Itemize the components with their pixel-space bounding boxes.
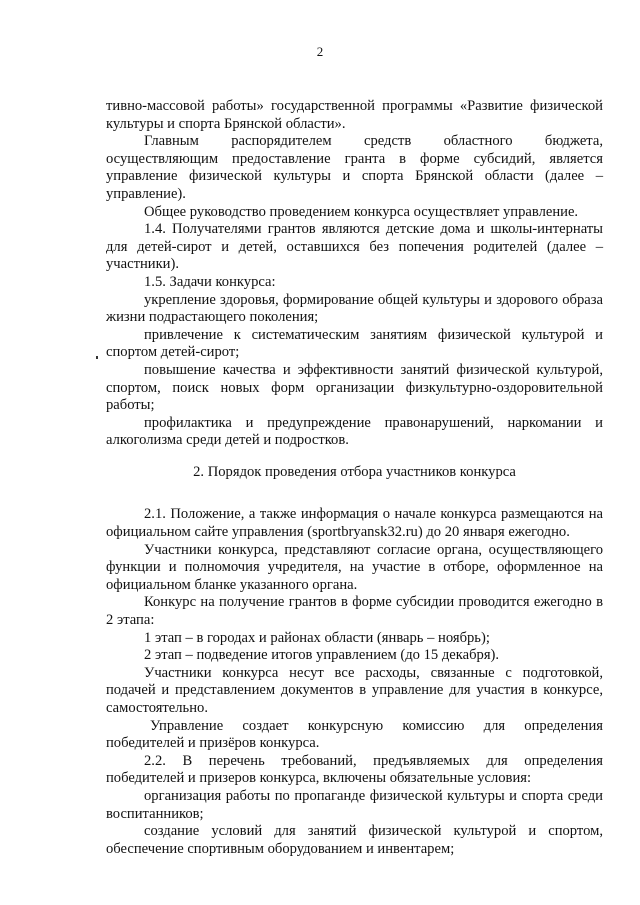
document-body xyxy=(106,98,603,858)
stage-1: 1 этап – в городах и районах области (январь – ноябрь); xyxy=(144,629,490,646)
task-prevention: профилактика и предупреждение правонарушений, наркомании и алкоголизма среди детей и подростков. xyxy=(106,414,603,449)
paragraph-1-4: 1.4. Получателями грантов являются детские дома и школы-интернаты для детей-сирот и детей, оставшихся без попечения родителей (далее – участники). xyxy=(106,221,603,273)
condition-propaganda: организация работы по пропаганде физической культуры и спорта среди воспитанников; xyxy=(106,787,603,822)
task-health: укрепление здоровья, формирование общей культуры и здорового образа жизни подрастающего поколения; xyxy=(106,291,603,326)
task-quality: повышение качества и эффективности занятий физической культурой, спортом, поиск новых форм организации физкультурно-оздоровительной работы; xyxy=(106,361,603,414)
scan-mark xyxy=(96,356,98,359)
paragraph-continuation: тивно-массовой работы» государственной программы «Развитие физической культуры и спорта Брянской области». xyxy=(106,98,603,132)
paragraph-expenses: Участники конкурса несут все расходы, связанные с подготовкой, подачей и представлением документов в управление для участия в конкурсе, самостоятельно. xyxy=(106,664,603,716)
paragraph-1-5: 1.5. Задачи конкурса: xyxy=(144,273,276,290)
condition-equipment: создание условий для занятий физической культурой и спортом, обеспечение спортивным оборудованием и инвентарем; xyxy=(106,823,603,857)
paragraph-consent: Участники конкурса, представляют согласие органа, осуществляющего функции и полномочия учредителя, на участие в отборе, оформленное на официальном бланке указанного органа. xyxy=(106,541,603,593)
page-number: 2 xyxy=(316,44,324,59)
paragraph-general-management: Общее руководство проведением конкурса осуществляет управление. xyxy=(144,203,579,220)
stage-2: 2 этап – подведение итогов управлением (до 15 декабря). xyxy=(144,647,500,664)
paragraph-main-manager: Главным распорядителем средств областного бюджета, осуществляющим предоставление гранта в форме субсидий, является управление физической культуры и спорта Брянской области (далее – управление). xyxy=(106,133,603,202)
paragraph-2-1: 2.1. Положение, а также информация о начале конкурса размещаются на официальном сайте управления (sportbryansk32.ru) до 20 января ежегодно. xyxy=(106,506,603,541)
section-heading: 2. Порядок проведения отбора участников конкурса xyxy=(193,463,516,480)
paragraph-stages: Конкурс на получение грантов в форме субсидии проводится ежегодно в 2 этапа: xyxy=(106,594,603,629)
task-engagement: привлечение к систематическим занятиям физической культурой и спортом детей-сирот; xyxy=(106,326,603,361)
paragraph-2-2: 2.2. В перечень требований, предъявляемых для определения победителей и призеров конкурса, включены обязательные условия: xyxy=(106,752,603,787)
paragraph-commission: Управление создает конкурсную комиссию для определения победителей и призёров конкурса. xyxy=(106,717,603,752)
